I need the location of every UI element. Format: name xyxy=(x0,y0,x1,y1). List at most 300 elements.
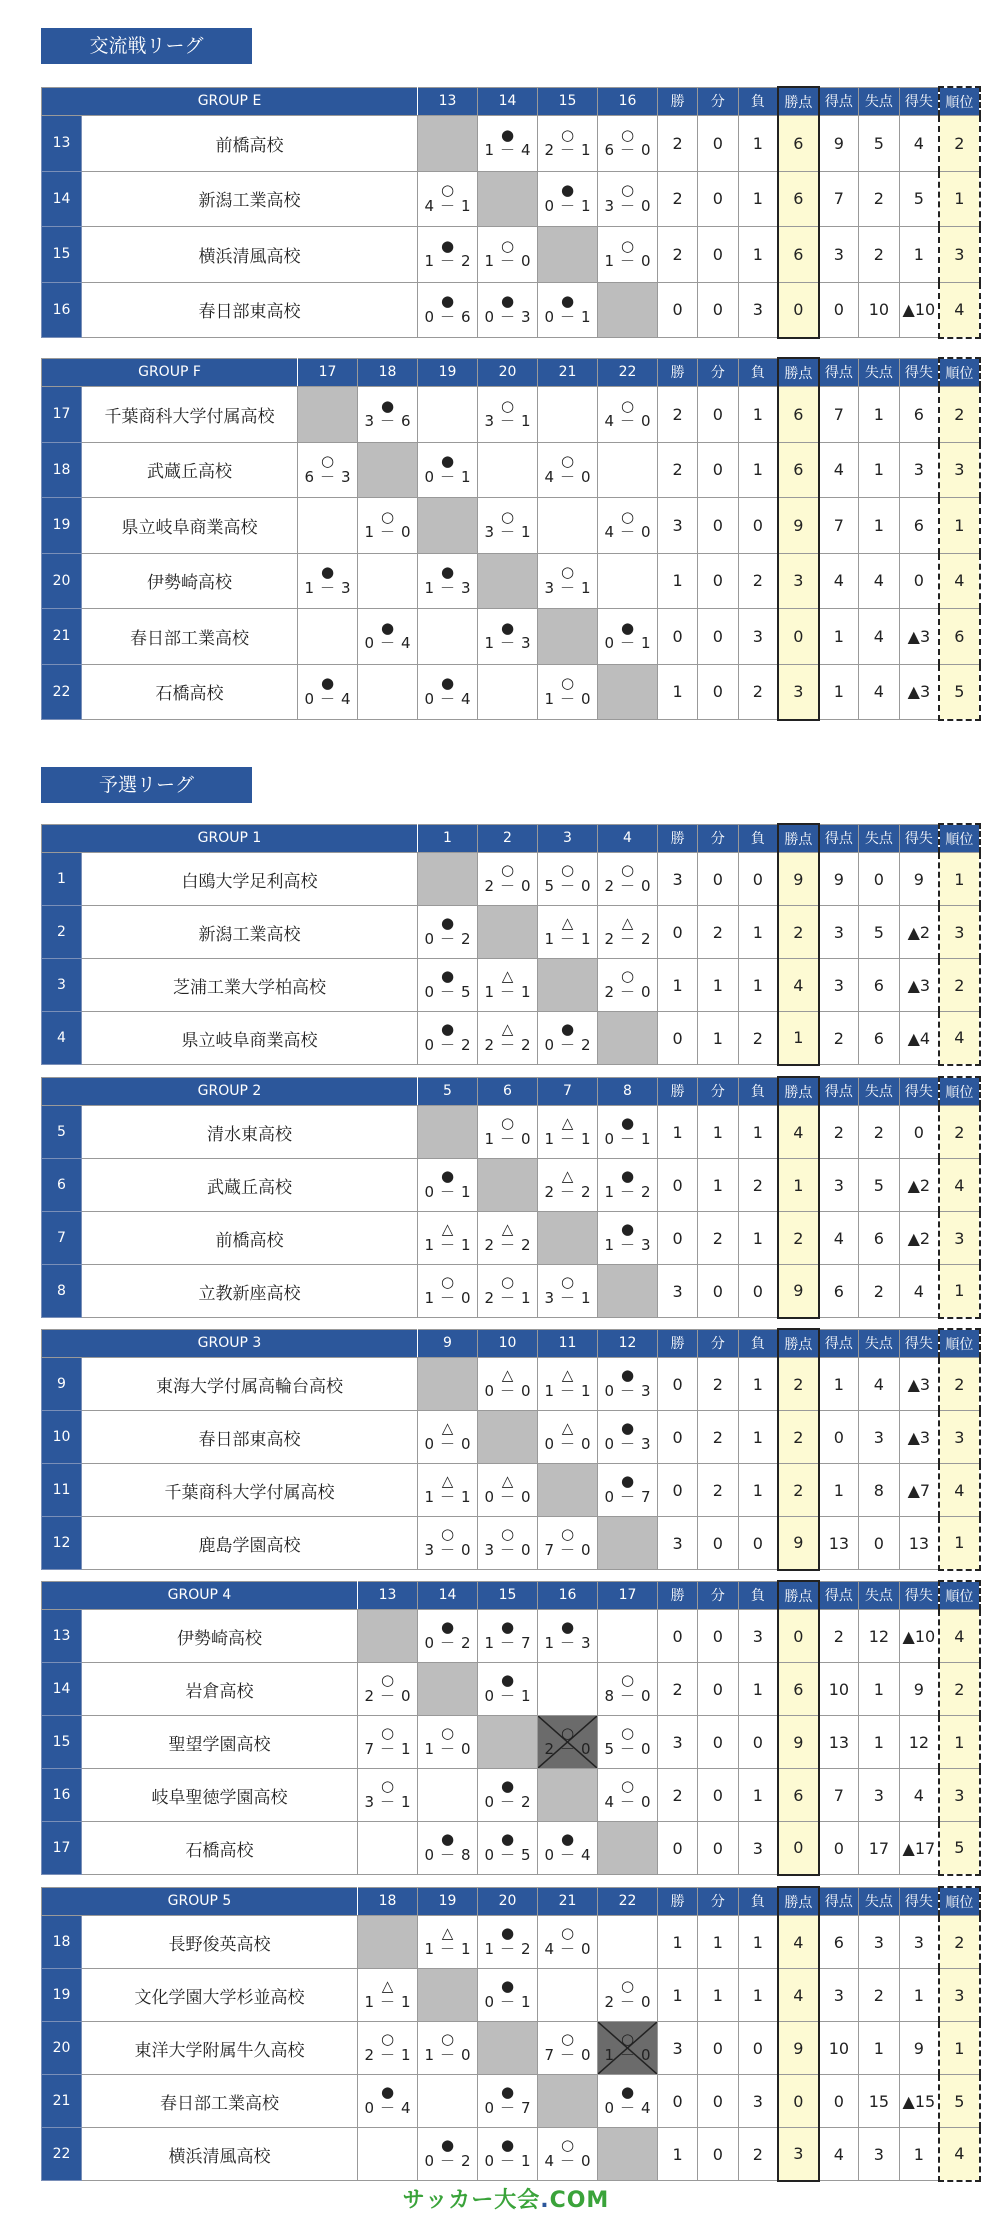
result-mark-icon: ● xyxy=(560,1618,575,1637)
points: 6 xyxy=(778,1663,818,1716)
self-match-cell xyxy=(418,1663,478,1716)
match-result xyxy=(478,396,537,431)
match-result xyxy=(538,676,597,708)
result-mark-icon: ○ xyxy=(500,1273,515,1292)
match-result-cell xyxy=(358,1663,418,1716)
goals-against: 1 xyxy=(859,498,899,554)
section-title: 予選リーグ xyxy=(41,767,252,803)
goals-against: 1 xyxy=(859,442,899,498)
match-score: 3－1 xyxy=(544,578,597,597)
result-mark-icon: ○ xyxy=(620,967,635,986)
goals-against: 15 xyxy=(859,2075,899,2128)
result-mark-icon: ● xyxy=(620,1419,635,1438)
draws: 0 xyxy=(698,1663,738,1716)
match-score: 2－1 xyxy=(544,141,597,160)
self-match-cell xyxy=(478,171,538,227)
match-result-cell xyxy=(538,1106,598,1159)
goal-difference: 5 xyxy=(899,171,939,227)
stat-column-header: 得点 xyxy=(819,1887,859,1916)
match-result-cell xyxy=(418,1517,478,1570)
stat-column-header: 得点 xyxy=(819,1581,859,1610)
result-mark-icon: ● xyxy=(620,1472,635,1491)
result-mark-icon: ○ xyxy=(620,236,635,255)
match-result-cell xyxy=(418,1716,478,1769)
self-match-cell xyxy=(598,1012,658,1065)
result-mark-icon: ● xyxy=(500,618,515,637)
stat-column-header: 勝 xyxy=(658,1077,698,1106)
self-match-cell xyxy=(418,853,478,906)
match-result xyxy=(478,863,537,895)
team-number: 15 xyxy=(42,1716,82,1769)
match-score: 0－4 xyxy=(424,689,477,708)
self-match-cell xyxy=(478,553,538,609)
team-name: 伊勢崎高校 xyxy=(82,553,298,609)
stat-column-header: 失点 xyxy=(859,358,899,387)
match-result-cell xyxy=(598,609,658,665)
rank: 3 xyxy=(939,1769,979,1822)
match-score: 0－0 xyxy=(424,1435,477,1453)
opponent-column-header: 8 xyxy=(598,1077,658,1106)
points: 2 xyxy=(778,1411,818,1464)
table-row xyxy=(42,609,980,665)
draws: 0 xyxy=(698,171,738,227)
goals-against: 1 xyxy=(859,1663,899,1716)
match-score: 0－0 xyxy=(544,1435,597,1453)
goals-for: 7 xyxy=(819,498,859,554)
losses: 1 xyxy=(738,1464,778,1517)
stat-column-header: 順位 xyxy=(939,1581,979,1610)
losses: 1 xyxy=(738,116,778,172)
stat-column-header: 勝点 xyxy=(778,358,818,387)
match-result-cell xyxy=(478,1012,538,1065)
team-number: 3 xyxy=(42,959,82,1012)
match-result-cell xyxy=(418,1265,478,1318)
wins: 1 xyxy=(658,959,698,1012)
wins: 2 xyxy=(658,442,698,498)
team-name: 石橋高校 xyxy=(82,664,298,720)
match-result xyxy=(538,125,597,160)
team-name: 東海大学付属高輪台高校 xyxy=(82,1358,418,1411)
match-score: 1－0 xyxy=(604,252,657,271)
wins: 1 xyxy=(658,1969,698,2022)
table-row xyxy=(42,171,980,227)
losses: 2 xyxy=(738,1159,778,1212)
match-score: 0－1 xyxy=(544,196,597,215)
stat-column-header: 負 xyxy=(738,87,778,116)
wins: 0 xyxy=(658,2075,698,2128)
match-result xyxy=(418,1832,477,1864)
goals-for: 2 xyxy=(819,1610,859,1663)
self-match-cell xyxy=(358,1916,418,1969)
points: 3 xyxy=(778,2128,818,2181)
self-match-cell xyxy=(478,1411,538,1464)
team-name: 白鴎大学足利高校 xyxy=(82,853,418,906)
goals-against: 3 xyxy=(859,1411,899,1464)
team-name: 文化学園大学杉並高校 xyxy=(82,1969,358,2022)
result-mark-icon: ○ xyxy=(620,2030,635,2049)
result-mark-icon: ○ xyxy=(440,1525,455,1544)
goals-against: 2 xyxy=(859,171,899,227)
rank: 4 xyxy=(939,1012,979,1065)
goal-difference: 12 xyxy=(899,1716,939,1769)
group-header-row xyxy=(42,1887,980,1916)
match-score: 0－5 xyxy=(424,983,477,1001)
losses: 1 xyxy=(738,1358,778,1411)
result-mark-icon: ○ xyxy=(500,396,515,415)
stat-column-header: 失点 xyxy=(859,1887,899,1916)
result-mark-icon: ● xyxy=(440,236,455,255)
goals-for: 3 xyxy=(819,1159,859,1212)
table-row xyxy=(42,442,980,498)
table-row xyxy=(42,498,980,554)
wins: 2 xyxy=(658,171,698,227)
table-row xyxy=(42,1916,980,1969)
match-score: 0－1 xyxy=(484,1687,537,1705)
match-result xyxy=(598,2032,657,2064)
match-result-cell xyxy=(358,387,418,443)
losses: 0 xyxy=(738,1716,778,1769)
result-mark-icon: ○ xyxy=(560,1525,575,1544)
match-result-cell xyxy=(538,853,598,906)
goals-against: 10 xyxy=(859,282,899,338)
points: 9 xyxy=(778,498,818,554)
team-name: 清水東高校 xyxy=(82,1106,418,1159)
goals-against: 0 xyxy=(859,853,899,906)
match-score: 3－1 xyxy=(484,523,537,542)
result-mark-icon: ● xyxy=(500,1830,515,1849)
stat-column-header: 失点 xyxy=(859,87,899,116)
match-result-cell xyxy=(598,2022,658,2075)
team-number: 18 xyxy=(42,442,82,498)
match-result xyxy=(418,1620,477,1652)
wins: 3 xyxy=(658,1716,698,1769)
match-result xyxy=(478,236,537,271)
losses: 1 xyxy=(738,1212,778,1265)
result-mark-icon: ○ xyxy=(560,2136,575,2155)
wins: 1 xyxy=(658,553,698,609)
table-row xyxy=(42,1012,980,1065)
goals-against: 2 xyxy=(859,1106,899,1159)
team-name: 岐阜聖徳学園高校 xyxy=(82,1769,358,1822)
team-name: 石橋高校 xyxy=(82,1822,358,1875)
draws: 1 xyxy=(698,1159,738,1212)
result-mark-icon: ● xyxy=(620,2083,635,2102)
table-row xyxy=(42,116,980,172)
match-score: 1－0 xyxy=(484,1130,537,1148)
goals-against: 4 xyxy=(859,553,899,609)
match-score: 0－0 xyxy=(484,1382,537,1400)
match-result-cell xyxy=(358,498,418,554)
stat-column-header: 勝 xyxy=(658,824,698,853)
draws: 0 xyxy=(698,116,738,172)
match-score: 0－1 xyxy=(484,1993,537,2011)
result-mark-icon: ● xyxy=(440,674,455,692)
section-title: 交流戦リーグ xyxy=(41,28,252,64)
team-number: 16 xyxy=(42,1769,82,1822)
rank: 1 xyxy=(939,1716,979,1769)
match-score: 3－1 xyxy=(544,1289,597,1307)
self-match-cell xyxy=(538,609,598,665)
opponent-column-header: 1 xyxy=(418,824,478,853)
points: 6 xyxy=(778,171,818,227)
match-result xyxy=(478,1368,537,1400)
opponent-column-header: 6 xyxy=(478,1077,538,1106)
points: 6 xyxy=(778,1769,818,1822)
self-match-cell xyxy=(598,1517,658,1570)
losses: 1 xyxy=(738,1663,778,1716)
match-result-cell xyxy=(478,282,538,338)
result-mark-icon: ● xyxy=(560,1020,575,1039)
match-result xyxy=(478,618,537,653)
match-score: 4－0 xyxy=(544,1940,597,1958)
match-result xyxy=(538,1421,597,1453)
match-score: 0－4 xyxy=(604,2099,657,2117)
result-mark-icon: ● xyxy=(500,2083,515,2102)
goal-difference: ▲3 xyxy=(899,1358,939,1411)
result-mark-icon: ● xyxy=(560,292,575,310)
match-score: 3－6 xyxy=(364,412,417,431)
match-result-cell xyxy=(598,906,658,959)
table-row xyxy=(42,1969,980,2022)
wins: 2 xyxy=(658,387,698,443)
team-number: 9 xyxy=(42,1358,82,1411)
result-mark-icon: ○ xyxy=(560,1924,575,1943)
wins: 0 xyxy=(658,1610,698,1663)
result-mark-icon: ○ xyxy=(560,125,575,144)
match-score: 0－3 xyxy=(604,1435,657,1453)
match-score: 2－0 xyxy=(544,1740,597,1758)
team-number: 7 xyxy=(42,1212,82,1265)
result-mark-icon: ○ xyxy=(380,2030,395,2049)
goal-difference: 3 xyxy=(899,442,939,498)
points: 0 xyxy=(778,1822,818,1875)
match-result-cell xyxy=(598,1663,658,1716)
team-name: 立教新座高校 xyxy=(82,1265,418,1318)
goal-difference: 9 xyxy=(899,1663,939,1716)
result-mark-icon: ● xyxy=(440,1167,455,1186)
goals-against: 12 xyxy=(859,1610,899,1663)
self-match-cell xyxy=(598,2128,658,2181)
match-result xyxy=(538,1116,597,1148)
table-row xyxy=(42,1464,980,1517)
self-match-cell xyxy=(418,1358,478,1411)
result-mark-icon: ● xyxy=(380,618,395,637)
site-logo[interactable] xyxy=(386,2183,626,2213)
match-result xyxy=(598,125,657,160)
match-result-cell xyxy=(358,2022,418,2075)
result-mark-icon: ● xyxy=(560,181,575,199)
match-score: 3－0 xyxy=(424,1541,477,1559)
team-name: 前橋高校 xyxy=(82,1212,418,1265)
match-result-cell xyxy=(298,553,358,609)
stat-column-header: 分 xyxy=(698,1581,738,1610)
opponent-column-header: 7 xyxy=(538,1077,598,1106)
opponent-column-header: 11 xyxy=(538,1329,598,1358)
table-row xyxy=(42,906,980,959)
match-score: 1－3 xyxy=(484,634,537,653)
match-result xyxy=(598,916,657,948)
goal-difference: 4 xyxy=(899,116,939,172)
wins: 1 xyxy=(658,1106,698,1159)
match-result xyxy=(538,863,597,895)
losses: 3 xyxy=(738,1610,778,1663)
self-match-cell xyxy=(538,1769,598,1822)
result-mark-icon: ○ xyxy=(620,861,635,880)
losses: 0 xyxy=(738,498,778,554)
match-result-cell xyxy=(538,1012,598,1065)
goals-against: 17 xyxy=(859,1822,899,1875)
result-mark-icon: ● xyxy=(500,1777,515,1796)
wins: 1 xyxy=(658,1916,698,1969)
match-result-cell xyxy=(538,1916,598,1969)
match-score: 3－0 xyxy=(604,196,657,215)
points: 9 xyxy=(778,853,818,906)
match-score: 3－1 xyxy=(484,412,537,431)
goals-for: 0 xyxy=(819,2075,859,2128)
stat-column-header: 勝点 xyxy=(778,824,818,853)
goals-against: 5 xyxy=(859,116,899,172)
team-number: 20 xyxy=(42,2022,82,2075)
opponent-column-header: 10 xyxy=(478,1329,538,1358)
goals-for: 4 xyxy=(819,2128,859,2181)
result-mark-icon: ● xyxy=(440,563,455,581)
match-score: 0－4 xyxy=(544,1846,597,1864)
goal-difference: 4 xyxy=(899,1769,939,1822)
stat-column-header: 分 xyxy=(698,87,738,116)
match-result-cell xyxy=(538,1159,598,1212)
match-score: 4－0 xyxy=(604,412,657,431)
losses: 1 xyxy=(738,959,778,1012)
match-result xyxy=(478,1022,537,1054)
match-result xyxy=(478,1979,537,2011)
match-score: 0－1 xyxy=(544,307,597,326)
match-result xyxy=(538,565,597,597)
match-result-cell xyxy=(298,498,358,554)
team-number: 17 xyxy=(42,387,82,443)
match-result xyxy=(538,1620,597,1652)
rank: 4 xyxy=(939,553,979,609)
opponent-column-header: 16 xyxy=(538,1581,598,1610)
match-score: 0－6 xyxy=(424,307,477,326)
match-score: 6－3 xyxy=(304,467,357,486)
table-row xyxy=(42,1716,980,1769)
match-result-cell xyxy=(478,1464,538,1517)
points: 0 xyxy=(778,2075,818,2128)
match-result xyxy=(598,863,657,895)
opponent-column-header: 14 xyxy=(478,87,538,116)
result-mark-icon: △ xyxy=(501,1472,514,1491)
goals-for: 7 xyxy=(819,171,859,227)
match-result xyxy=(598,1726,657,1758)
match-result-cell xyxy=(358,664,418,720)
points: 9 xyxy=(778,1265,818,1318)
team-number: 22 xyxy=(42,2128,82,2181)
match-score: 1－3 xyxy=(424,578,477,597)
team-number: 21 xyxy=(42,2075,82,2128)
opponent-column-header: 2 xyxy=(478,824,538,853)
opponent-column-header: 18 xyxy=(358,358,418,387)
team-name: 新潟工業高校 xyxy=(82,906,418,959)
result-mark-icon: ○ xyxy=(620,1777,635,1796)
stat-column-header: 順位 xyxy=(939,1077,979,1106)
group-name: GROUP 2 xyxy=(42,1077,418,1106)
group-name: GROUP 3 xyxy=(42,1329,418,1358)
team-name: 長野俊英高校 xyxy=(82,1916,358,1969)
result-mark-icon: ● xyxy=(620,1114,635,1133)
goal-difference: ▲3 xyxy=(899,664,939,720)
goals-for: 6 xyxy=(819,1265,859,1318)
goals-against: 4 xyxy=(859,664,899,720)
opponent-column-header: 12 xyxy=(598,1329,658,1358)
match-result xyxy=(418,2138,477,2170)
goals-for: 9 xyxy=(819,116,859,172)
match-result-cell xyxy=(478,2075,538,2128)
match-score: 7－0 xyxy=(544,1541,597,1559)
rank: 3 xyxy=(939,906,979,959)
rank: 1 xyxy=(939,1517,979,1570)
result-mark-icon: ○ xyxy=(620,181,635,199)
match-result-cell xyxy=(598,1969,658,2022)
goals-against: 3 xyxy=(859,1916,899,1969)
match-score: 2－2 xyxy=(484,1236,537,1254)
goal-difference: 9 xyxy=(899,853,939,906)
opponent-column-header: 22 xyxy=(598,1887,658,1916)
match-score: 3－0 xyxy=(484,1541,537,1559)
match-score: 2－0 xyxy=(604,877,657,895)
group-name: GROUP 1 xyxy=(42,824,418,853)
match-result-cell xyxy=(598,498,658,554)
losses: 2 xyxy=(738,664,778,720)
result-mark-icon: ○ xyxy=(620,396,635,415)
match-score: 7－0 xyxy=(544,2046,597,2064)
points: 1 xyxy=(778,1012,818,1065)
wins: 2 xyxy=(658,1663,698,1716)
group-name: GROUP E xyxy=(42,87,418,116)
table-row xyxy=(42,1822,980,1875)
match-result xyxy=(358,2085,417,2117)
wins: 0 xyxy=(658,1411,698,1464)
match-score: 0－0 xyxy=(484,1488,537,1506)
team-name: 県立岐阜商業高校 xyxy=(82,1012,418,1065)
draws: 0 xyxy=(698,553,738,609)
result-mark-icon: ● xyxy=(500,1671,515,1690)
match-score: 0－5 xyxy=(484,1846,537,1864)
result-mark-icon: ● xyxy=(320,563,335,581)
wins: 0 xyxy=(658,906,698,959)
match-result xyxy=(358,396,417,431)
opponent-column-header: 19 xyxy=(418,358,478,387)
table-row xyxy=(42,1517,980,1570)
stat-column-header: 得失 xyxy=(899,1581,939,1610)
group-table xyxy=(41,357,981,721)
opponent-column-header: 18 xyxy=(358,1887,418,1916)
match-score: 0－2 xyxy=(424,2152,477,2170)
match-result xyxy=(478,1926,537,1958)
wins: 2 xyxy=(658,227,698,283)
match-result-cell xyxy=(598,442,658,498)
opponent-column-header: 13 xyxy=(358,1581,418,1610)
self-match-cell xyxy=(598,1265,658,1318)
match-result xyxy=(598,1368,657,1400)
group-name: GROUP F xyxy=(42,358,298,387)
result-mark-icon: △ xyxy=(501,1366,514,1385)
match-score: 2－2 xyxy=(604,930,657,948)
result-mark-icon: △ xyxy=(501,967,514,986)
wins: 3 xyxy=(658,498,698,554)
table-row xyxy=(42,2128,980,2181)
goals-against: 3 xyxy=(859,2128,899,2181)
result-mark-icon: ○ xyxy=(440,2030,455,2049)
